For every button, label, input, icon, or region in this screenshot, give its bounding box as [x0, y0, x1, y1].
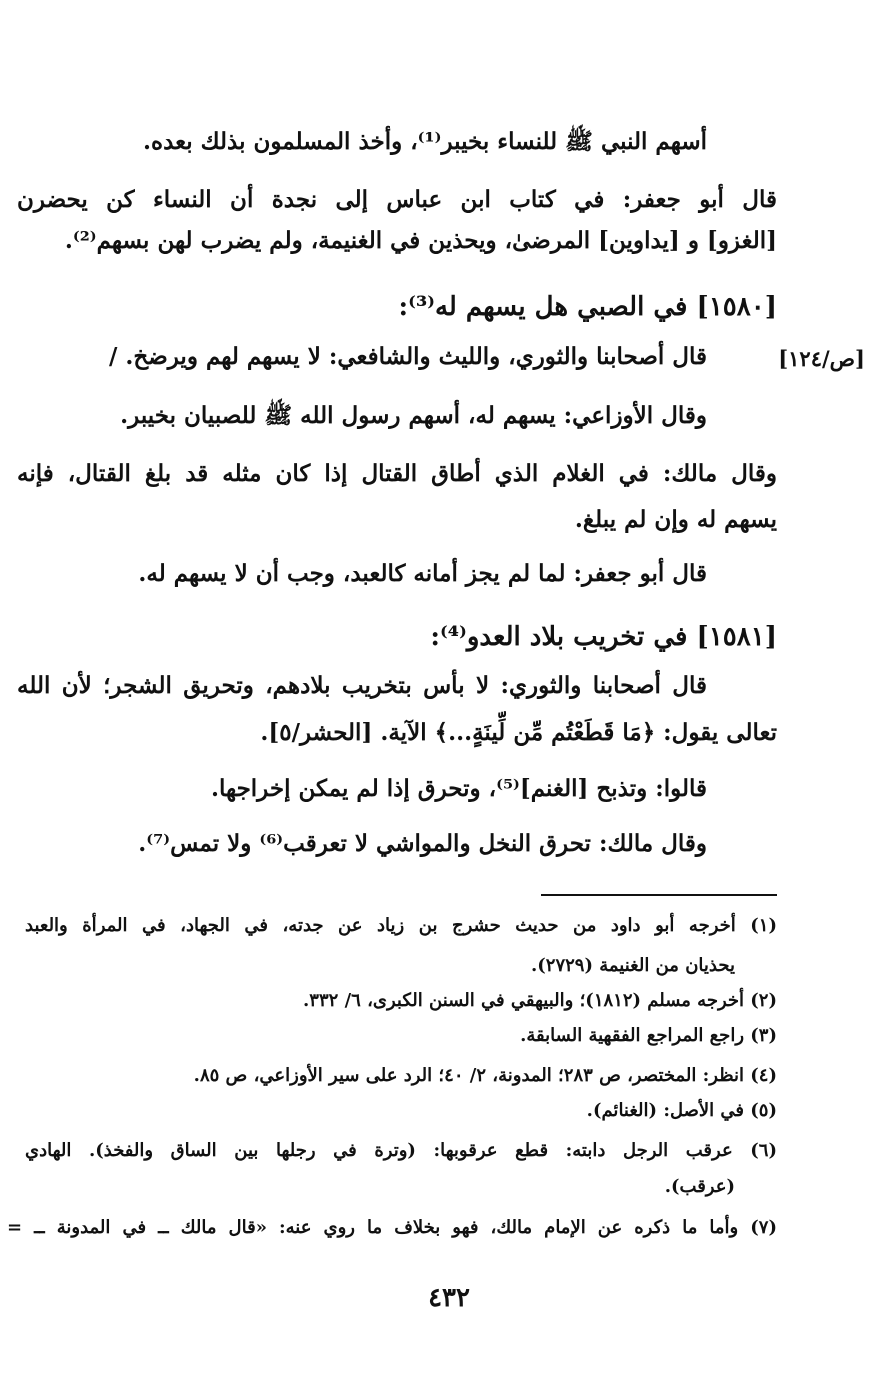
paragraph-line: [الغزو] و [يداوين] المرضىٰ، ويحذين في الغنيمة، ولم يضرب لهن بسهم⁽²⁾.: [64, 227, 777, 254]
footnote-line: (٦) عرقب الرجل دابته: قطع عرقوبها: (وترة في رجلها بين الساق والفخذ). الهادي: [25, 1140, 777, 1161]
paragraph-line: وقال الأوزاعي: يسهم له، أسهم رسول الله ﷺ للصبيان بخيبر.: [120, 402, 707, 429]
footnote-line: (٤) انظر: المختصر، ص ٢٨٣؛ المدونة، ٢/ ٤٠؛ الرد على سير الأوزاعي، ص ٨٥.: [193, 1065, 777, 1086]
section-heading-1580: [١٥٨٠] في الصبي هل يسهم له⁽³⁾:: [398, 292, 777, 322]
paragraph-line: وقال مالك: تحرق النخل والمواشي لا تعرقب⁽⁶⁾ ولا تمس⁽⁷⁾.: [138, 830, 707, 857]
paragraph-line: قال أبو جعفر: لما لم يجز أمانه كالعبد، وجب أن لا يسهم له.: [138, 560, 707, 587]
paragraph-line: قال أصحابنا والثوري: لا بأس بتخريب بلادهم، وتحريق الشجر؛ لأن الله: [17, 672, 707, 699]
page-number: ٤٣٢: [428, 1283, 470, 1313]
paragraph-line: قالوا: وتذبح [الغنم]⁽⁵⁾، وتحرق إذا لم يمكن إخراجها.: [210, 775, 707, 802]
footnote-line: (٢) أخرجه مسلم (١٨١٢)؛ والبيهقي في السنن الكبرى، ٦/ ٣٣٢.: [303, 990, 777, 1011]
paragraph-line: يسهم له وإن لم يبلغ.: [574, 506, 777, 533]
paragraph-line: أسهم النبي ﷺ للنساء بخيبر⁽¹⁾، وأخذ المسلمون بذلك بعده.: [143, 128, 707, 155]
paragraph-line: قال أبو جعفر: في كتاب ابن عباس إلى نجدة أن النساء كن يحضرن: [17, 186, 777, 213]
paragraph-line: تعالى يقول: ﴿مَا قَطَعْتُم مِّن لِّينَةٍ...﴾ الآية. [الحشر/٥].: [260, 719, 777, 746]
footnote-line: (٣) راجع المراجع الفقهية السابقة.: [520, 1025, 777, 1046]
footnote-line: يحذيان من الغنيمة (٢٧٢٩).: [530, 955, 735, 976]
margin-page-reference: [ص/١٢٤]: [778, 346, 865, 371]
footnote-line: (٧) وأما ما ذكره عن الإمام مالك، فهو بخلاف ما روي عنه: «قال مالك ــ في المدونة ــ =: [7, 1217, 777, 1238]
paragraph-line: وقال مالك: في الغلام الذي أطاق القتال إذا كان مثله قد بلغ القتال، فإنه: [17, 460, 777, 487]
footnote-line: (عرقب).: [664, 1176, 735, 1197]
section-heading-1581: [١٥٨١] في تخريب بلاد العدو⁽⁴⁾:: [430, 622, 777, 652]
footnote-line: (٥) في الأصل: (الغنائم).: [586, 1100, 777, 1121]
footnote-line: (١) أخرجه أبو داود من حديث حشرج بن زياد عن جدته، في الجهاد، في المرأة والعبد: [25, 915, 777, 936]
footnote-separator: [541, 894, 777, 896]
paragraph-line: قال أصحابنا والثوري، والليث والشافعي: لا يسهم لهم ويرضخ. /: [108, 343, 707, 370]
